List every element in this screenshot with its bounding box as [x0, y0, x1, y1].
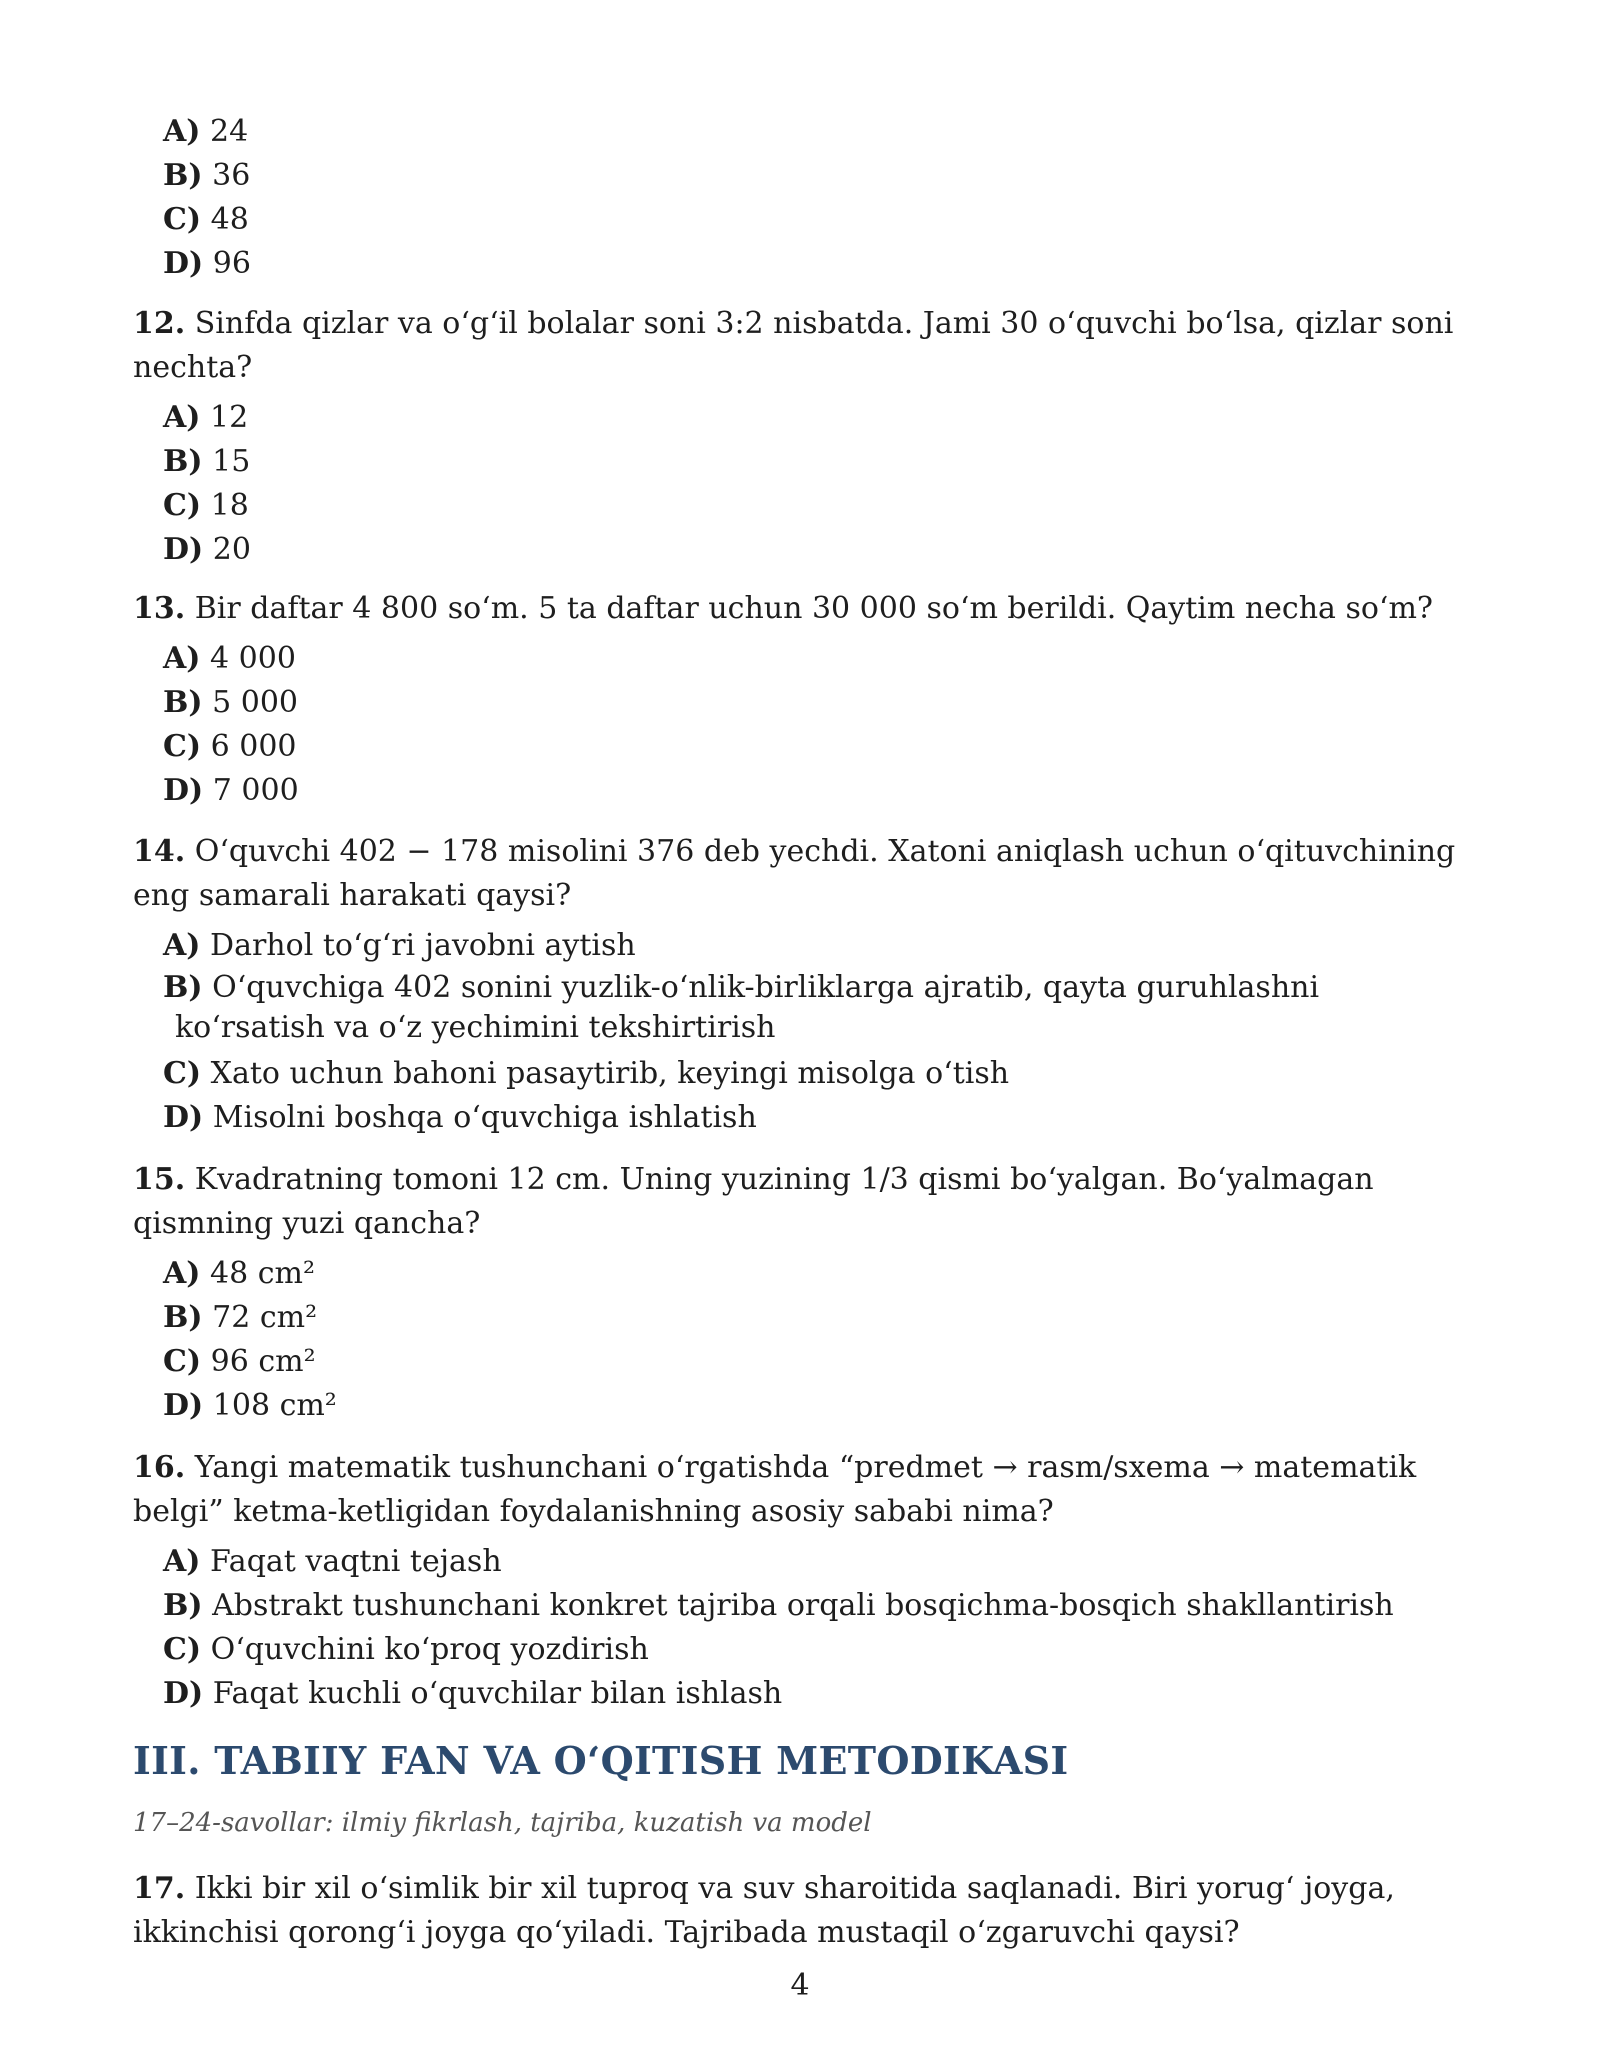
option-d: D) 20 — [163, 532, 251, 567]
page-number: 4 — [790, 1968, 810, 2003]
question-text: 14. O‘quvchi 402 − 178 misolini 376 deb yechdi. Xatoni aniqlash uchun o‘qituvchining eng samarali harakati qaysi? — [133, 834, 1456, 913]
option-d: D) 96 — [163, 246, 251, 281]
question-text: 16. Yangi matematik tushunchani o‘rgatishda “predmet → rasm/sxema → matematik belgi” ketma-ketligidan foydalanishning asosiy sababi nima? — [133, 1450, 1417, 1529]
option-d: D) Misolni boshqa o‘quvchiga ishlatish — [163, 1100, 757, 1135]
question-text: 15. Kvadratning tomoni 12 cm. Uning yuzining 1/3 qismi bo‘yalgan. Bo‘yalmagan qismning yuzi qancha? — [133, 1162, 1374, 1241]
option-b: B) 36 — [163, 158, 251, 193]
option-b: B) 72 cm² — [163, 1300, 318, 1335]
question-text: 12. Sinfda qizlar va o‘g‘il bolalar soni 3:2 nisbatda. Jami 30 o‘quvchi bo‘lsa, qizlar soni nechta? — [133, 306, 1454, 385]
question-15 — [133, 1158, 1473, 1428]
option-c: C) 18 — [163, 488, 249, 523]
option-b: B) 5 000 — [163, 685, 298, 720]
option-c: C) O‘quvchini ko‘proq yozdirish — [163, 1632, 649, 1667]
option-a: A) 24 — [163, 114, 249, 149]
option-d: D) 7 000 — [163, 773, 299, 808]
question-text: 13. Bir daftar 4 800 so‘m. 5 ta daftar uchun 30 000 so‘m berildi. Qaytim necha so‘m? — [133, 591, 1433, 626]
option-c: C) 6 000 — [163, 729, 297, 764]
option-d: D) Faqat kuchli o‘quvchilar bilan ishlash — [163, 1676, 783, 1711]
section-title: III. TABIIY FAN VA O‘QITISH METODIKASI — [133, 1738, 1069, 1783]
option-a: A) Darhol to‘g‘ri javobni aytish — [163, 928, 636, 963]
section-subtitle: 17–24-savollar: ilmiy fikrlash, tajriba, kuzatish va model — [133, 1808, 872, 1838]
question-17 — [133, 1867, 1473, 1961]
option-c: C) 48 — [163, 202, 249, 237]
option-a: A) 4 000 — [163, 641, 296, 676]
option-a: A) 48 cm² — [163, 1256, 316, 1291]
option-c: C) 96 cm² — [163, 1344, 316, 1379]
option-b: B) O‘quvchiga 402 sonini yuzlik-o‘nlik-birliklarga ajratib, qayta guruhlashni ko‘rsatish va o‘z yechimini tekshirtirish — [163, 970, 1320, 1045]
option-b: B) 15 — [163, 444, 251, 479]
option-a: A) Faqat vaqtni tejash — [163, 1544, 502, 1579]
question-16 — [133, 1446, 1473, 1716]
question-14 — [133, 830, 1473, 1140]
option-d: D) 108 cm² — [163, 1388, 337, 1423]
option-c: C) Xato uchun bahoni pasaytirib, keyingi misolga o‘tish — [163, 1056, 1010, 1091]
question-12 — [133, 302, 1473, 572]
question-13 — [133, 587, 1473, 813]
option-b: B) Abstrakt tushunchani konkret tajriba orqali bosqichma-bosqich shakllantirish — [163, 1588, 1394, 1623]
question-text: 17. Ikki bir xil o‘simlik bir xil tuproq va suv sharoitida saqlanadi. Biri yorug‘ joyga, ikkinchisi qorong‘i joyga qo‘yiladi. Tajribada mustaqil o‘zgaruvchi qaysi? — [133, 1871, 1395, 1950]
option-a: A) 12 — [163, 400, 249, 435]
carryover-options — [133, 110, 1473, 286]
